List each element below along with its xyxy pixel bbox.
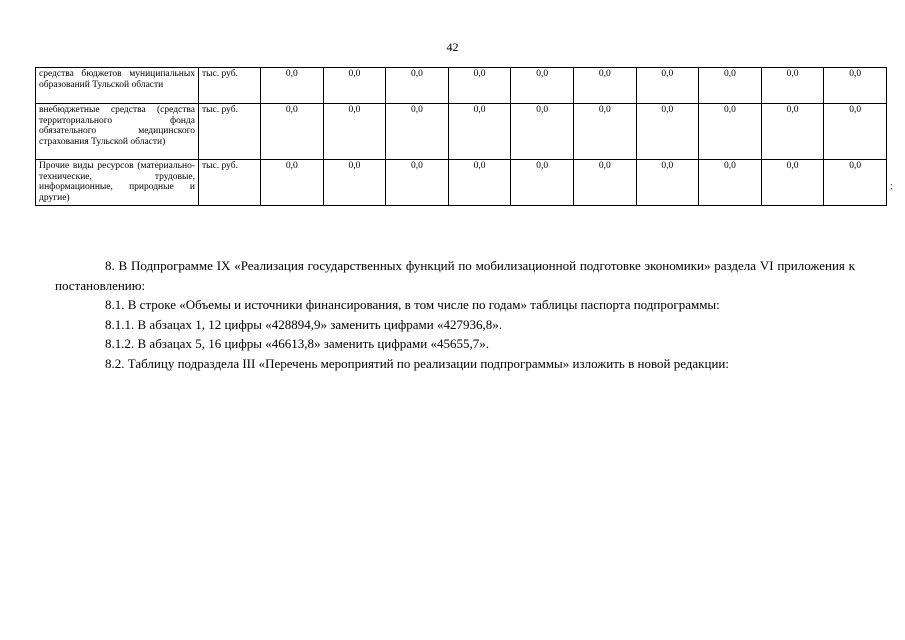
value-cell: 0,0 bbox=[448, 68, 511, 104]
paragraph-8-2: 8.2. Таблицу подраздела III «Перечень мероприятий по реализации подпрограммы» изложить в новой редакции: bbox=[105, 355, 729, 371]
value-cell: 0,0 bbox=[636, 104, 699, 160]
value-cell: 0,0 bbox=[386, 68, 449, 104]
value-cell: 0,0 bbox=[323, 104, 386, 160]
paragraph-8-1-2: 8.1.2. В абзацах 5, 16 цифры «46613,8» заменить цифрами «45655,7». bbox=[105, 336, 489, 352]
value-cell: 0,0 bbox=[323, 68, 386, 104]
margin-mark: ; bbox=[890, 181, 893, 192]
value-cell: 0,0 bbox=[261, 104, 324, 160]
value-cell: 0,0 bbox=[636, 68, 699, 104]
value-cell: 0,0 bbox=[511, 160, 574, 206]
paragraph-section-8: 8. В Подпрограмме IX «Реализация государственных функций по мобилизационной подготовке экономики» раздела VI приложения к постановлению: bbox=[55, 258, 855, 293]
value-cell: 0,0 bbox=[699, 68, 762, 104]
page-number: 42 bbox=[446, 40, 459, 54]
value-cell: 0,0 bbox=[761, 160, 824, 206]
funding-source-cell: Прочие виды ресурсов (материально-технические, трудовые, информационные, природные и другие) bbox=[36, 160, 199, 206]
unit-cell: тыс. руб. bbox=[199, 104, 261, 160]
value-cell: 0,0 bbox=[699, 104, 762, 160]
value-cell: 0,0 bbox=[323, 160, 386, 206]
value-cell: 0,0 bbox=[573, 160, 636, 206]
amendment-text bbox=[55, 256, 855, 374]
value-cell: 0,0 bbox=[386, 160, 449, 206]
paragraph-8-1: 8.1. В строке «Объемы и источники финансирования, в том числе по годам» таблицы паспорта подпрограммы: bbox=[105, 297, 720, 313]
value-cell: 0,0 bbox=[261, 68, 324, 104]
financing-table bbox=[35, 67, 887, 206]
value-cell: 0,0 bbox=[824, 104, 887, 160]
unit-cell: тыс. руб. bbox=[199, 160, 261, 206]
value-cell: 0,0 bbox=[573, 68, 636, 104]
value-cell: 0,0 bbox=[511, 68, 574, 104]
funding-source-cell: средства бюджетов муниципальных образований Тульской области bbox=[36, 68, 199, 104]
unit-cell: тыс. руб. bbox=[199, 68, 261, 104]
table-row bbox=[36, 104, 887, 160]
value-cell: 0,0 bbox=[511, 104, 574, 160]
value-cell: 0,0 bbox=[448, 160, 511, 206]
value-cell: 0,0 bbox=[761, 104, 824, 160]
value-cell: 0,0 bbox=[636, 160, 699, 206]
value-cell: 0,0 bbox=[386, 104, 449, 160]
value-cell: 0,0 bbox=[573, 104, 636, 160]
value-cell: 0,0 bbox=[824, 68, 887, 104]
table-row bbox=[36, 160, 887, 206]
value-cell: 0,0 bbox=[448, 104, 511, 160]
value-cell: 0,0 bbox=[261, 160, 324, 206]
value-cell: 0,0 bbox=[761, 68, 824, 104]
value-cell: 0,0 bbox=[699, 160, 762, 206]
value-cell: 0,0 bbox=[824, 160, 887, 206]
funding-source-cell: внебюджетные средства (средства территориального фонда обязательного медицинского страхования Тульской области) bbox=[36, 104, 199, 160]
table-row bbox=[36, 68, 887, 104]
paragraph-8-1-1: 8.1.1. В абзацах 1, 12 цифры «428894,9» заменить цифрами «427936,8». bbox=[105, 316, 502, 332]
